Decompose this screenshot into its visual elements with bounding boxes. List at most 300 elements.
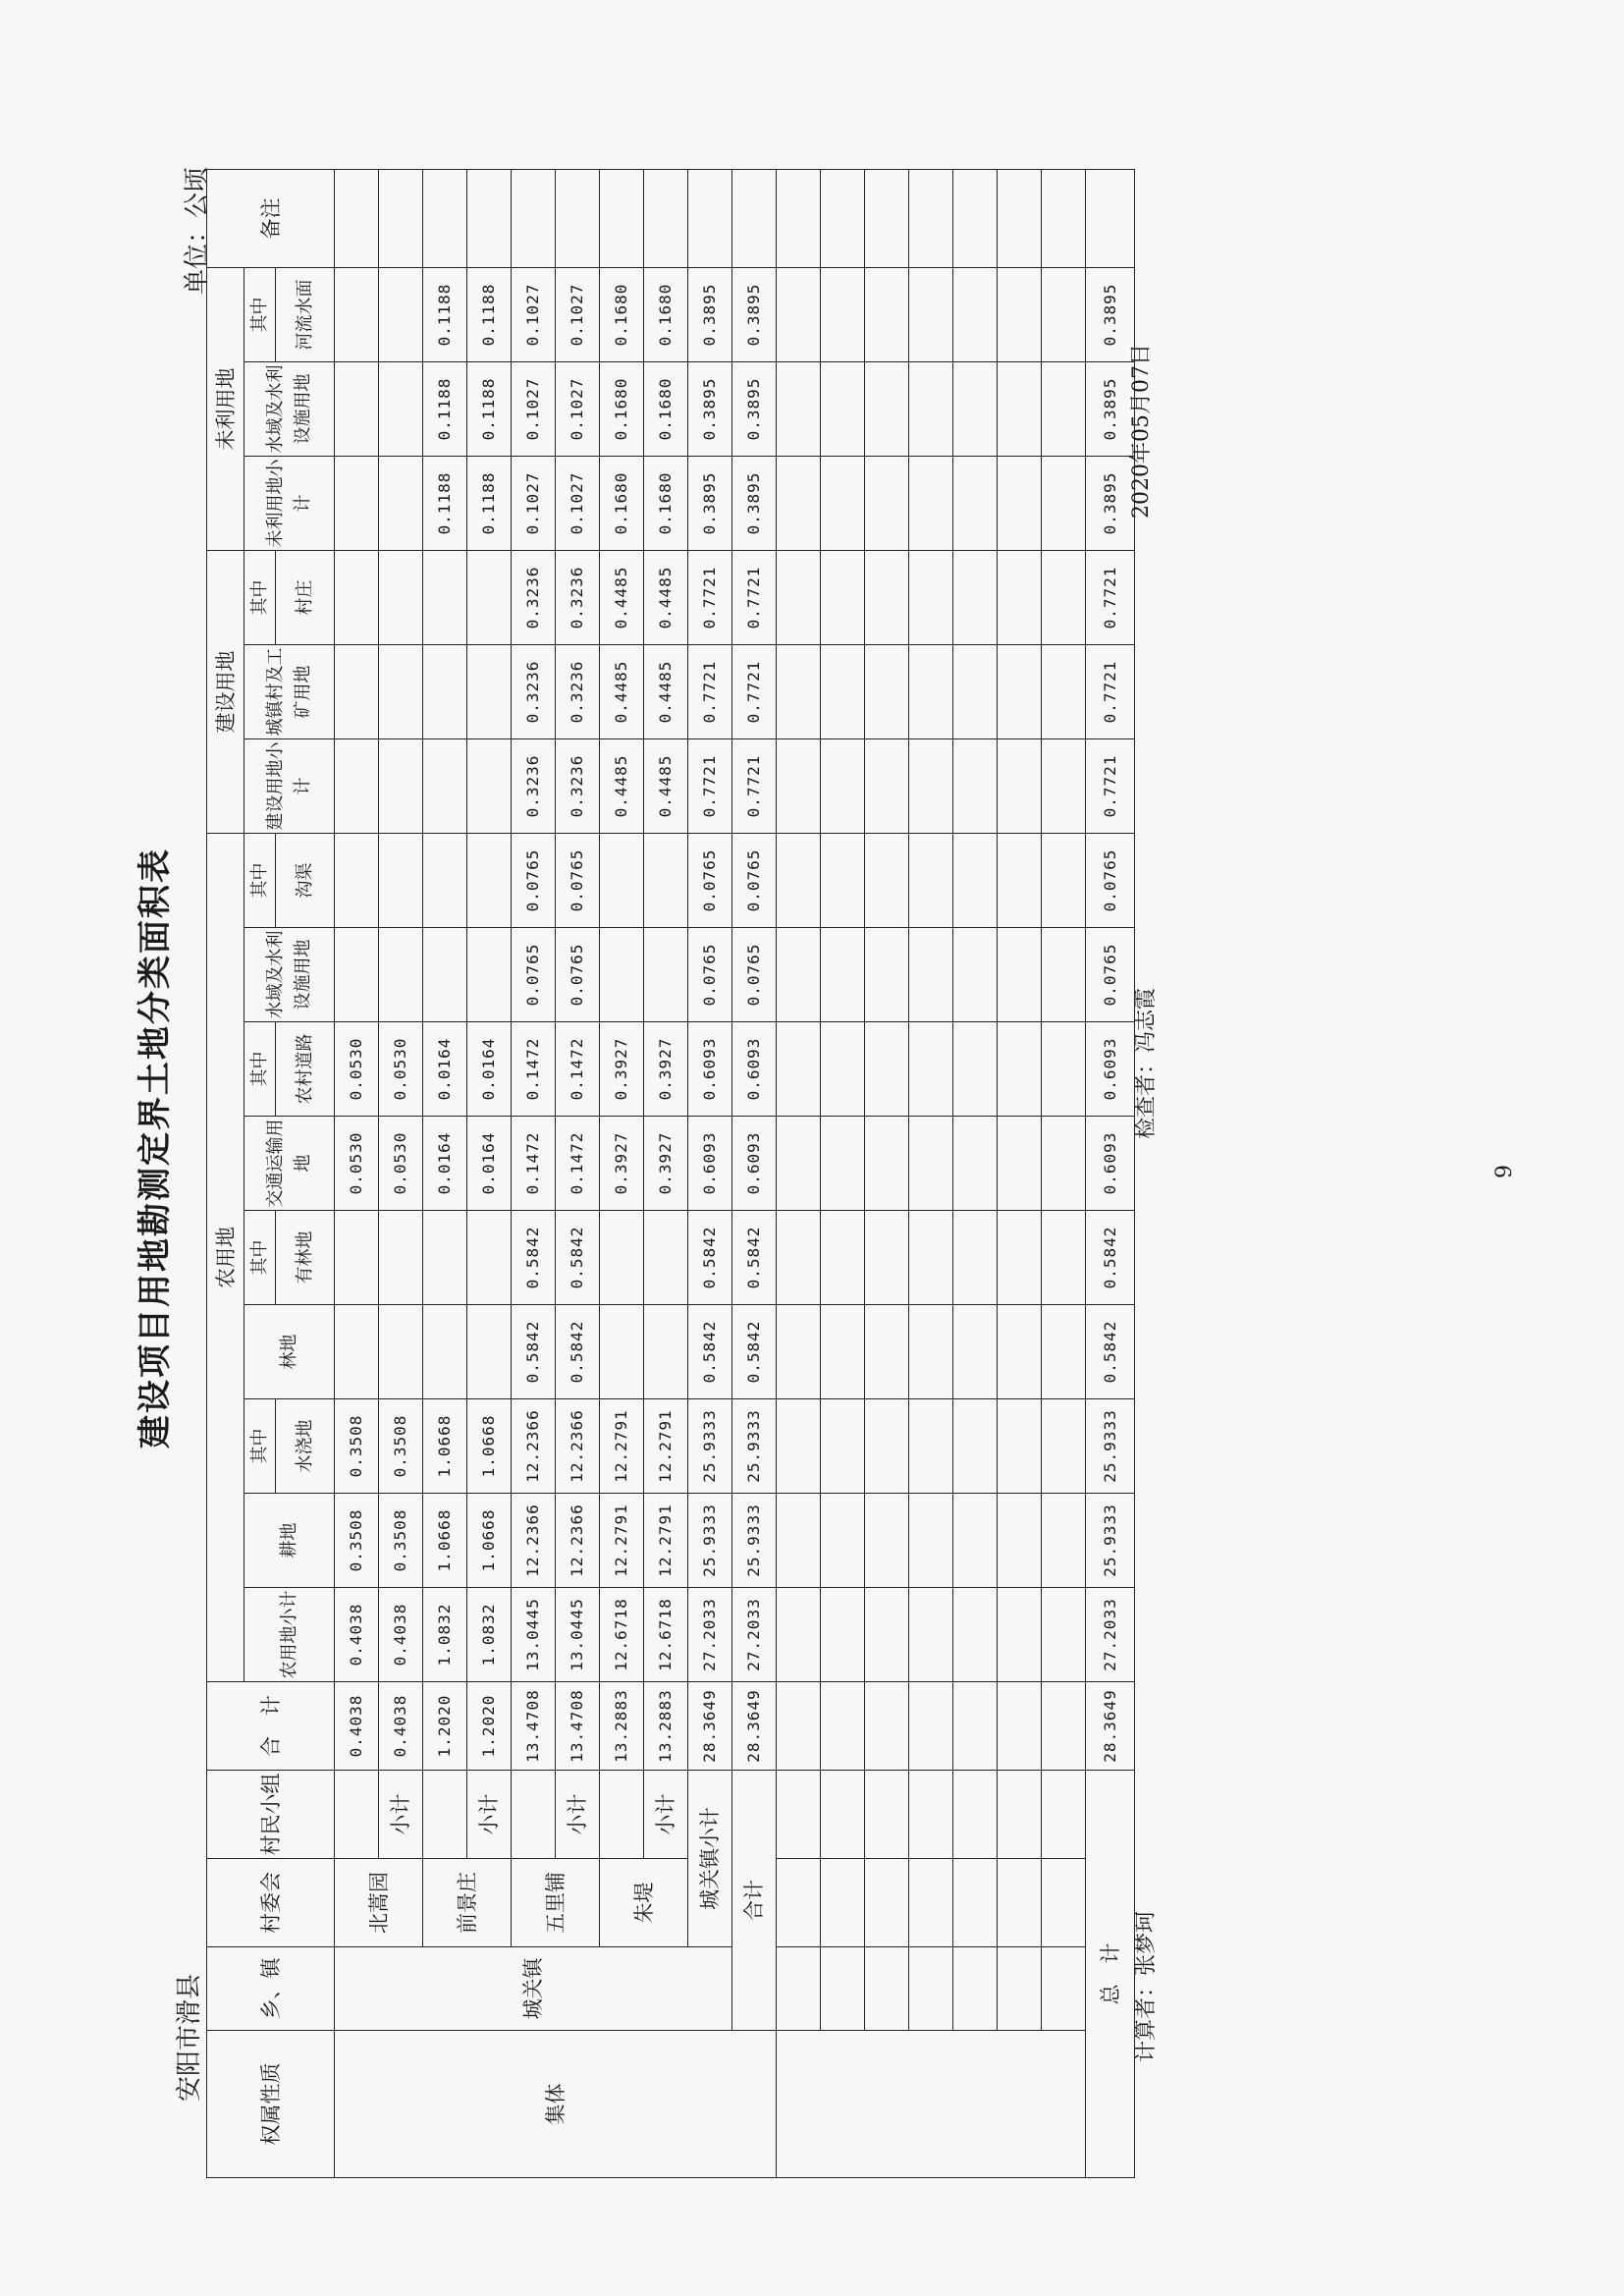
header-village-committee: 村委会 [207, 1859, 335, 1947]
value-cell: 0.0765 [512, 834, 556, 928]
empty-cell [953, 1682, 998, 1771]
value-cell: 0.1188 [467, 362, 512, 457]
value-cell: 12.6718 [644, 1588, 688, 1682]
empty-cell [998, 645, 1042, 739]
village-committee-cell: 五里铺 [512, 1859, 600, 1947]
value-cell: 0.3508 [335, 1494, 379, 1588]
value-cell: 1.0668 [467, 1494, 512, 1588]
town-subtotal-row [688, 170, 732, 2178]
empty-cell [953, 362, 998, 457]
value-cell: 13.0445 [512, 1588, 556, 1682]
empty-cell [998, 268, 1042, 362]
value-cell: 0.1472 [512, 1117, 556, 1211]
empty-cell [821, 1947, 865, 2031]
value-cell: 0.0164 [423, 1117, 467, 1211]
value-cell: 0.4038 [335, 1682, 379, 1771]
empty-cell [909, 268, 953, 362]
empty-cell [777, 1022, 821, 1117]
empty-cell [777, 1494, 821, 1588]
empty-cell [821, 1022, 865, 1117]
value-cell: 0.5842 [512, 1305, 556, 1399]
header-urban-mining: 城镇村及工矿用地 [244, 645, 335, 739]
value-cell: 0.0765 [688, 834, 732, 928]
header-unused-subtotal: 未利用地小计 [244, 457, 335, 551]
value-cell [335, 928, 379, 1022]
value-cell [423, 551, 467, 645]
value-cell: 0.5842 [1086, 1305, 1135, 1399]
header-forested: 有林地 [276, 1211, 335, 1305]
header-water-unused: 水域及水利设施用地 [244, 362, 335, 457]
value-cell [423, 739, 467, 834]
value-cell [467, 551, 512, 645]
header-among: 其中 [244, 1022, 276, 1117]
empty-cell [953, 645, 998, 739]
value-cell: 12.6718 [600, 1588, 644, 1682]
value-cell: 0.7721 [688, 551, 732, 645]
value-cell [379, 645, 423, 739]
value-cell [556, 170, 600, 268]
empty-cell [865, 1947, 909, 2031]
value-cell: 0.3895 [1086, 362, 1135, 457]
table-row [600, 170, 644, 2178]
empty-cell [777, 1947, 821, 2031]
value-cell: 0.0765 [732, 928, 777, 1022]
header-unused: 未利用地 [207, 268, 244, 551]
empty-cell [1042, 1117, 1086, 1211]
page-number: 9 [1492, 1165, 1517, 1178]
empty-cell [821, 1494, 865, 1588]
value-cell: 1.0832 [467, 1588, 512, 1682]
value-cell: 12.2791 [644, 1399, 688, 1494]
value-cell: 0.1027 [512, 362, 556, 457]
value-cell [379, 834, 423, 928]
empty-cell [998, 457, 1042, 551]
value-cell: 0.0765 [688, 928, 732, 1022]
empty-cell [953, 1399, 998, 1494]
empty-cell [998, 928, 1042, 1022]
value-cell: 0.1680 [600, 362, 644, 457]
value-cell: 1.0668 [467, 1399, 512, 1494]
empty-cell [953, 1947, 998, 2031]
value-cell [467, 645, 512, 739]
value-cell: 13.0445 [556, 1588, 600, 1682]
value-cell: 13.2883 [644, 1682, 688, 1771]
empty-cell [821, 170, 865, 268]
value-cell [379, 739, 423, 834]
value-cell: 0.0765 [556, 928, 600, 1022]
checker-label: 检查者：冯志霞 [1134, 987, 1159, 1139]
value-cell [600, 834, 644, 928]
header-agri-subtotal: 农用地小计 [244, 1588, 335, 1682]
empty-cell [909, 1117, 953, 1211]
value-cell: 0.3508 [335, 1399, 379, 1494]
empty-cell [1042, 1399, 1086, 1494]
village-group-cell [335, 1771, 379, 1859]
empty-cell [821, 1211, 865, 1305]
value-cell [467, 739, 512, 834]
value-cell: 1.0668 [423, 1399, 467, 1494]
empty-cell [1042, 1682, 1086, 1771]
empty-cell [821, 1682, 865, 1771]
empty-cell [865, 170, 909, 268]
value-cell [644, 1305, 688, 1399]
empty-cell [953, 1494, 998, 1588]
value-cell [379, 170, 423, 268]
value-cell [379, 928, 423, 1022]
sum-label: 合计 [732, 1771, 777, 2031]
empty-cell [821, 645, 865, 739]
header-among: 其中 [244, 1399, 276, 1494]
value-cell: 0.0530 [379, 1022, 423, 1117]
report-date: 2020年05月07日 [1129, 344, 1154, 519]
empty-cell [998, 1211, 1042, 1305]
empty-cell [998, 739, 1042, 834]
value-cell [335, 457, 379, 551]
empty-cell [1042, 1588, 1086, 1682]
empty-cell [777, 928, 821, 1022]
town-cell: 城关镇 [335, 1947, 732, 2031]
value-cell: 1.2020 [467, 1682, 512, 1771]
empty-cell [998, 170, 1042, 268]
village-committee-cell: 朱堤 [600, 1859, 688, 1947]
empty-cell [998, 1022, 1042, 1117]
value-cell: 0.1188 [467, 457, 512, 551]
empty-row [909, 170, 953, 2178]
value-cell: 0.1027 [556, 268, 600, 362]
empty-cell [998, 1771, 1042, 1859]
value-cell: 0.7721 [1086, 739, 1135, 834]
empty-cell [821, 1305, 865, 1399]
ownership-cell: 集体 [335, 2031, 777, 2178]
empty-cell [777, 834, 821, 928]
town-subtotal-label: 城关镇小计 [688, 1771, 732, 1947]
value-cell: 27.2033 [688, 1588, 732, 1682]
value-cell: 0.1027 [556, 457, 600, 551]
value-cell: 25.9333 [1086, 1399, 1135, 1494]
empty-cell [953, 1305, 998, 1399]
header-among: 其中 [244, 834, 276, 928]
empty-row [998, 170, 1042, 2178]
empty-cell [998, 1399, 1042, 1494]
value-cell: 0.3895 [732, 268, 777, 362]
empty-cell [953, 268, 998, 362]
value-cell [379, 457, 423, 551]
value-cell: 0.0765 [1086, 928, 1135, 1022]
empty-cell [821, 739, 865, 834]
table-row [423, 170, 467, 2178]
value-cell: 27.2033 [1086, 1588, 1135, 1682]
empty-cell [1042, 739, 1086, 834]
value-cell: 28.3649 [732, 1682, 777, 1771]
empty-row [1042, 170, 1086, 2178]
value-cell: 0.4485 [644, 551, 688, 645]
empty-cell [909, 1494, 953, 1588]
empty-cell [865, 1494, 909, 1588]
empty-cell [777, 268, 821, 362]
value-cell [644, 834, 688, 928]
value-cell [335, 1305, 379, 1399]
empty-cell [953, 170, 998, 268]
value-cell: 0.3236 [512, 551, 556, 645]
header-rural-road: 农村道路 [276, 1022, 335, 1117]
value-cell [423, 1305, 467, 1399]
value-cell: 0.3508 [379, 1399, 423, 1494]
value-cell: 0.0530 [379, 1117, 423, 1211]
empty-cell [909, 1771, 953, 1859]
value-cell: 0.1680 [600, 268, 644, 362]
empty-cell [998, 1588, 1042, 1682]
empty-cell [998, 1947, 1042, 2031]
header-construction: 建设用地 [207, 551, 244, 834]
empty-cell [821, 928, 865, 1022]
value-cell [467, 928, 512, 1022]
empty-cell [909, 1022, 953, 1117]
empty-row [953, 170, 998, 2178]
value-cell: 0.3895 [688, 268, 732, 362]
value-cell [379, 551, 423, 645]
value-cell: 0.0164 [467, 1117, 512, 1211]
value-cell [467, 1211, 512, 1305]
value-cell: 0.5842 [732, 1211, 777, 1305]
empty-cell [998, 834, 1042, 928]
empty-cell [865, 739, 909, 834]
value-cell: 0.7721 [688, 645, 732, 739]
village-group-cell: 小计 [379, 1771, 423, 1859]
empty-cell [1042, 1211, 1086, 1305]
value-cell [644, 928, 688, 1022]
land-classification-table [206, 169, 1135, 2178]
value-cell: 1.2020 [423, 1682, 467, 1771]
value-cell [467, 170, 512, 268]
empty-cell [998, 1494, 1042, 1588]
region-label: 安阳市滑县 [175, 1973, 204, 2102]
empty-cell [1042, 1305, 1086, 1399]
empty-cell [909, 170, 953, 268]
empty-cell [953, 457, 998, 551]
value-cell: 0.4038 [379, 1682, 423, 1771]
village-group-cell [423, 1771, 467, 1859]
header-among: 其中 [244, 1211, 276, 1305]
value-cell: 13.4708 [512, 1682, 556, 1771]
empty-cell [865, 1022, 909, 1117]
header-village-group: 村民小组 [207, 1771, 335, 1859]
header-transport: 交通运输用地 [244, 1117, 335, 1211]
header-forest: 林地 [244, 1305, 335, 1399]
empty-cell [865, 1682, 909, 1771]
value-cell: 0.4485 [644, 645, 688, 739]
empty-row [865, 170, 909, 2178]
value-cell: 0.4485 [600, 551, 644, 645]
value-cell: 0.1188 [423, 268, 467, 362]
value-cell: 0.0765 [512, 928, 556, 1022]
value-cell [335, 170, 379, 268]
empty-cell [1042, 1771, 1086, 1859]
value-cell: 0.6093 [732, 1022, 777, 1117]
value-cell: 0.1680 [644, 362, 688, 457]
value-cell: 0.1472 [556, 1022, 600, 1117]
value-cell: 0.7721 [1086, 645, 1135, 739]
empty-cell [1042, 1947, 1086, 2031]
empty-cell [998, 1859, 1042, 1947]
value-cell: 0.0765 [556, 834, 600, 928]
value-cell: 0.3895 [688, 362, 732, 457]
empty-cell [777, 739, 821, 834]
header-river-water: 河流水面 [276, 268, 335, 362]
value-cell [423, 645, 467, 739]
grand-total-label: 总 计 [1086, 1771, 1135, 2178]
value-cell: 28.3649 [688, 1682, 732, 1771]
empty-cell [909, 1947, 953, 2031]
village-group-cell [512, 1771, 556, 1859]
empty-cell [909, 457, 953, 551]
value-cell [379, 1305, 423, 1399]
empty-cell [998, 551, 1042, 645]
value-cell: 0.7721 [1086, 551, 1135, 645]
empty-cell [909, 834, 953, 928]
value-cell: 1.0668 [423, 1494, 467, 1588]
empty-cell [865, 1399, 909, 1494]
value-cell: 0.0164 [423, 1022, 467, 1117]
empty-cell [1042, 645, 1086, 739]
empty-cell [821, 457, 865, 551]
empty-cell [1042, 362, 1086, 457]
header-row-1 [207, 170, 244, 2178]
empty-cell [777, 1399, 821, 1494]
value-cell: 0.7721 [732, 551, 777, 645]
empty-cell [865, 457, 909, 551]
value-cell: 0.3927 [644, 1022, 688, 1117]
empty-cell [777, 1588, 821, 1682]
empty-cell [821, 1859, 865, 1947]
value-cell: 0.3927 [644, 1117, 688, 1211]
header-among: 其中 [244, 551, 276, 645]
empty-cell [953, 551, 998, 645]
table-row [512, 170, 556, 2178]
value-cell: 0.3236 [512, 645, 556, 739]
value-cell: 0.3927 [600, 1022, 644, 1117]
empty-cell [865, 1305, 909, 1399]
empty-cell [1042, 834, 1086, 928]
value-cell [600, 1305, 644, 1399]
value-cell: 0.1188 [467, 268, 512, 362]
value-cell: 25.9333 [688, 1399, 732, 1494]
empty-cell [777, 362, 821, 457]
value-cell: 0.3895 [1086, 268, 1135, 362]
value-cell: 0.7721 [732, 739, 777, 834]
value-cell: 1.0832 [423, 1588, 467, 1682]
empty-cell [953, 739, 998, 834]
village-group-cell: 小计 [556, 1771, 600, 1859]
header-total: 合 计 [207, 1682, 335, 1771]
sum-row [732, 170, 777, 2178]
empty-cell [777, 1117, 821, 1211]
value-cell: 12.2791 [600, 1494, 644, 1588]
empty-cell [777, 457, 821, 551]
value-cell: 25.9333 [1086, 1494, 1135, 1588]
value-cell [1086, 170, 1135, 268]
value-cell: 0.6093 [688, 1117, 732, 1211]
empty-cell [909, 1682, 953, 1771]
value-cell: 0.3236 [556, 739, 600, 834]
empty-cell [1042, 170, 1086, 268]
unit-label: 单位：公顷 [183, 166, 212, 295]
value-cell [600, 1211, 644, 1305]
empty-cell [821, 268, 865, 362]
value-cell: 13.4708 [556, 1682, 600, 1771]
empty-cell [821, 551, 865, 645]
empty-cell [777, 170, 821, 268]
value-cell: 0.3927 [600, 1117, 644, 1211]
empty-cell [821, 1117, 865, 1211]
empty-cell [1042, 1494, 1086, 1588]
value-cell: 0.4038 [379, 1588, 423, 1682]
value-cell: 0.7721 [688, 739, 732, 834]
empty-cell [1042, 551, 1086, 645]
empty-cell [998, 362, 1042, 457]
empty-cell [1042, 928, 1086, 1022]
empty-cell [777, 1771, 821, 1859]
value-cell [644, 1211, 688, 1305]
village-committee-cell: 前景庄 [423, 1859, 512, 1947]
header-remarks: 备注 [207, 170, 335, 268]
value-cell: 0.5842 [556, 1305, 600, 1399]
empty-cell [865, 362, 909, 457]
empty-cell [909, 928, 953, 1022]
value-cell: 0.6093 [1086, 1117, 1135, 1211]
value-cell: 0.1188 [423, 457, 467, 551]
value-cell [423, 928, 467, 1022]
empty-cell [909, 1305, 953, 1399]
value-cell: 0.1472 [556, 1117, 600, 1211]
empty-cell [777, 551, 821, 645]
empty-cell [865, 551, 909, 645]
value-cell: 0.0530 [335, 1022, 379, 1117]
value-cell: 0.5842 [732, 1305, 777, 1399]
value-cell [379, 362, 423, 457]
empty-cell [998, 1305, 1042, 1399]
value-cell: 0.4485 [644, 739, 688, 834]
empty-cell [909, 1399, 953, 1494]
header-construction-subtotal: 建设用地小计 [244, 739, 335, 834]
village-group-cell: 小计 [644, 1771, 688, 1859]
empty-cell [953, 1771, 998, 1859]
empty-cell [909, 551, 953, 645]
value-cell [335, 834, 379, 928]
empty-cell [998, 1117, 1042, 1211]
value-cell [335, 1211, 379, 1305]
empty-cell [909, 1588, 953, 1682]
value-cell [379, 268, 423, 362]
value-cell: 0.5842 [688, 1305, 732, 1399]
value-cell [688, 170, 732, 268]
empty-cell [1042, 457, 1086, 551]
value-cell: 0.1680 [644, 268, 688, 362]
value-cell: 12.2366 [512, 1494, 556, 1588]
value-cell: 0.4485 [600, 739, 644, 834]
value-cell: 0.0530 [335, 1117, 379, 1211]
value-cell [335, 362, 379, 457]
empty-cell [865, 834, 909, 928]
value-cell [423, 170, 467, 268]
empty-cell [909, 739, 953, 834]
empty-cell [821, 1588, 865, 1682]
header-agri: 农用地 [207, 834, 244, 1682]
value-cell: 0.1027 [512, 457, 556, 551]
table-row [335, 170, 379, 2178]
empty-cell [909, 645, 953, 739]
value-cell: 0.3236 [512, 739, 556, 834]
value-cell: 25.9333 [732, 1399, 777, 1494]
